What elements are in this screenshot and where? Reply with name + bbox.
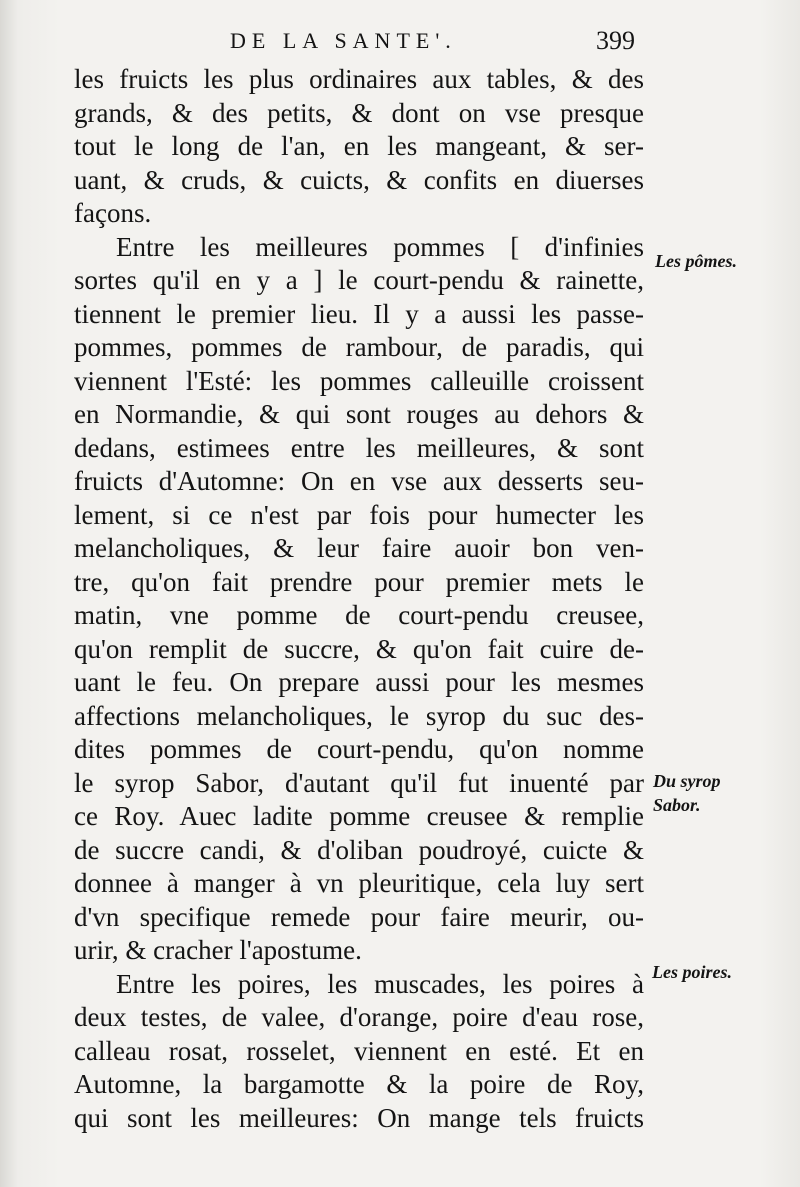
margin-note-pommes: Les pômes. — [655, 251, 737, 271]
text-line: affections melancholiques, le syrop du suc des- — [74, 700, 644, 731]
text-line: donnee à manger à vn pleuritique, cela luy sert — [74, 868, 644, 898]
text-line: matin, vne pomme de court-pendu creusee, — [74, 600, 644, 630]
text-line: sortes qu'il en y a ] le court-pendu & rainette, — [74, 265, 644, 295]
text-line: ce Roy. Auec ladite pomme creusee & remplie — [74, 801, 644, 831]
text-line: urir, & cracher l'apostume. — [74, 935, 362, 965]
running-title: DE LA SANTE'. — [230, 28, 457, 53]
text-line: Automne, la bargamotte & la poire de Roy, — [74, 1069, 644, 1099]
text-line: dites pommes de court-pendu, qu'on nomme — [74, 734, 644, 764]
text-line: calleau rosat, rosselet, viennent en esté. Et en — [74, 1035, 644, 1066]
text-line: grands, & des petits, & dont on vse presque — [74, 97, 644, 128]
page-number: 399 — [596, 26, 635, 55]
margin-note-poires: Les poires. — [652, 962, 732, 982]
text-line: Entre les poires, les muscades, les poires à — [116, 968, 644, 999]
text-line: tre, qu'on fait prendre pour premier mets le — [74, 566, 644, 597]
text-line: tiennent le premier lieu. Il y a aussi les passe- — [74, 298, 644, 329]
margin-note-syrop: Du syrop — [653, 771, 721, 791]
text-line: dedans, estimees entre les meilleures, & sont — [74, 432, 644, 463]
text-line: deux testes, de valee, d'orange, poire d'eau rose, — [74, 1002, 644, 1032]
text-line: les fruicts les plus ordinaires aux tables, & des — [74, 64, 644, 94]
text-line: lement, si ce n'est par fois pour humecter les — [74, 499, 644, 530]
text-line: qui sont les meilleures: On mange tels fruicts — [74, 1102, 644, 1133]
text-line: pommes, pommes de rambour, de paradis, qui — [74, 332, 644, 362]
margin-note-sabor: Sabor. — [653, 795, 701, 815]
text-line: le syrop Sabor, d'autant qu'il fut inuenté par — [74, 767, 644, 798]
text-line: qu'on remplit de succre, & qu'on fait cuire de- — [74, 633, 644, 664]
text-line: façons. — [74, 198, 152, 228]
text-line: uant le feu. On prepare aussi pour les mesmes — [74, 667, 644, 697]
text-line: Entre les meilleures pommes [ d'infinies — [116, 231, 644, 262]
text-line: uant, & cruds, & cuicts, & confits en diuerses — [74, 164, 644, 195]
text-line: en Normandie, & qui sont rouges au dehors & — [74, 399, 644, 429]
text-line: tout le long de l'an, en les mangeant, & ser- — [74, 131, 644, 161]
text-line: melancholiques, & leur faire auoir bon ven- — [74, 533, 644, 563]
text-line: fruicts d'Automne: On en vse aux desserts seu- — [74, 466, 644, 496]
text-line: viennent l'Esté: les pommes calleuille croissent — [74, 365, 644, 396]
text-line: d'vn specifique remede pour faire meurir, ou- — [74, 901, 644, 932]
text-line: de succre candi, & d'oliban poudroyé, cuicte & — [74, 834, 644, 865]
